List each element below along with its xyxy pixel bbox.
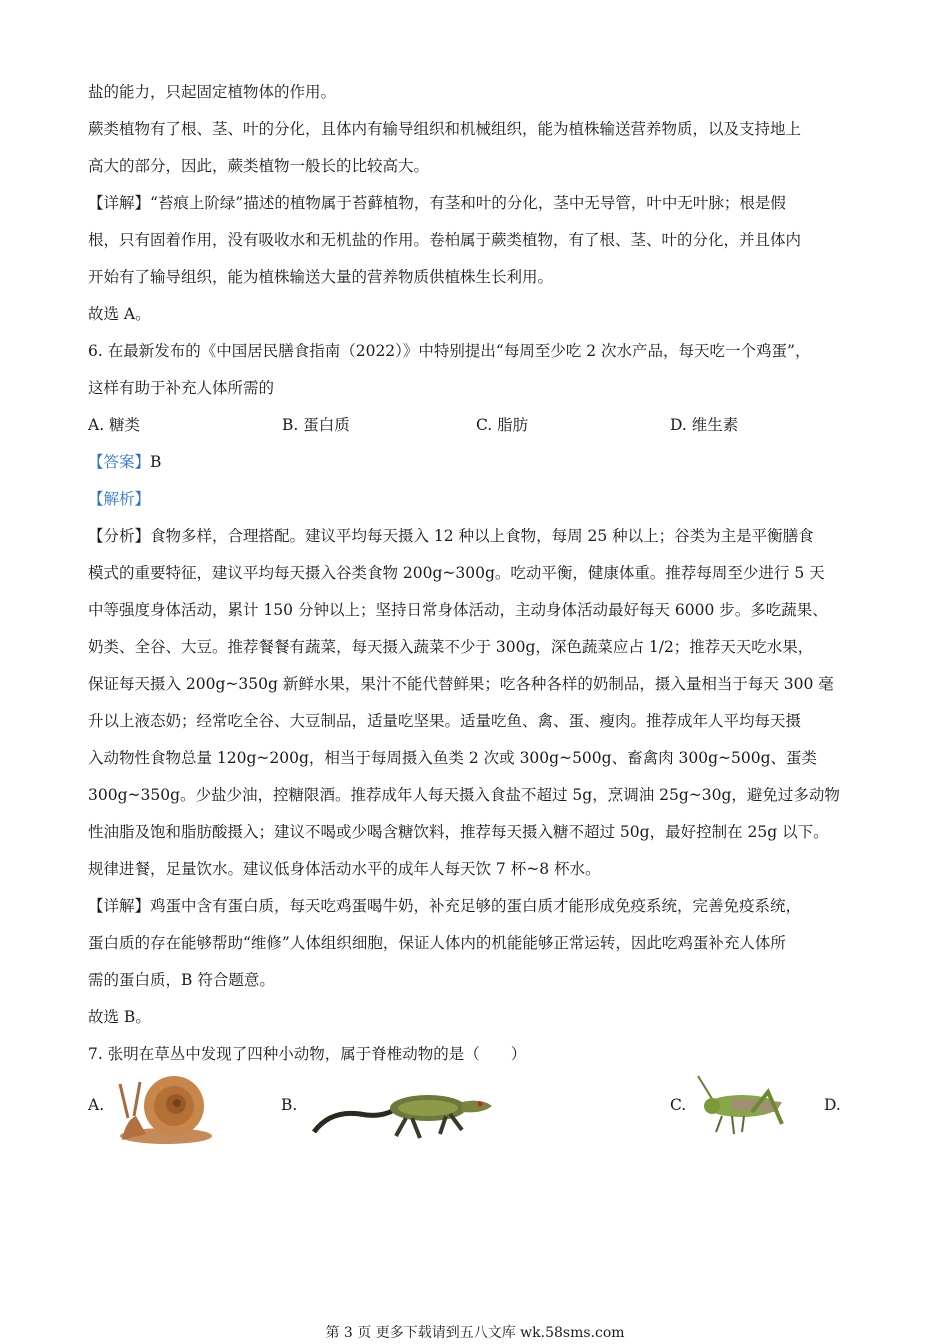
option-c: C. 脂肪 bbox=[476, 416, 529, 434]
analysis-text-line: 模式的重要特征，建议平均每天摄入谷类食物 200g~300g。吃动平衡，健康体重。推荐每周至少进行 5 天 bbox=[88, 564, 825, 582]
detail-text-line: 【详解】鸡蛋中含有蛋白质，每天吃鸡蛋喝牛奶，补充足够的蛋白质才能形成免疫系统，完善免疫系统， bbox=[88, 897, 802, 915]
option-d: D. 维生素 bbox=[670, 416, 739, 434]
analysis-tag: 【解析】 bbox=[88, 490, 151, 508]
analysis-text-line: 入动物性食物总量 120g~200g，相当于每周摄入鱼类 2 次或 300g~500g、畜禽肉 300g~500g、蛋类 bbox=[88, 749, 818, 767]
text-line: 【详解】“苔痕上阶绿”描述的植物属于苔藓植物，有茎和叶的分化，茎中无导管，叶中无叶脉；根是假 bbox=[88, 194, 786, 212]
analysis-text-line: 保证每天摄入 200g~350g 新鲜水果，果汁不能代替鲜果；吃各种各样的奶制品，摄入量相当于每天 300 毫 bbox=[88, 675, 834, 693]
analysis-text-line: 中等强度身体活动，累计 150 分钟以上；坚持日常身体活动，主动身体活动最好每天 6000 步。多吃蔬果、 bbox=[88, 601, 828, 619]
option-b: B. 蛋白质 bbox=[282, 416, 350, 434]
option-c-label: C. bbox=[670, 1096, 687, 1114]
text-line: 故选 A。 bbox=[88, 305, 151, 323]
analysis-text-line: 规律进餐，足量饮水。建议低身体活动水平的成年人每天饮 7 杯~8 杯水。 bbox=[88, 860, 601, 878]
page-footer: 第 3 页 更多下载请到五八文库 wk.58sms.com bbox=[325, 1325, 625, 1341]
analysis-text-line: 【分析】食物多样，合理搭配。建议平均每天摄入 12 种以上食物，每周 25 种以上；谷类为主是平衡膳食 bbox=[88, 527, 814, 545]
choice-line: 故选 B。 bbox=[88, 1008, 151, 1026]
text-line: 根，只有固着作用，没有吸收水和无机盐的作用。卷柏属于蕨类植物，有了根、茎、叶的分化，并且体内 bbox=[88, 231, 802, 249]
question-6-stem: 这样有助于补充人体所需的 bbox=[88, 379, 275, 397]
answer-line bbox=[88, 444, 864, 481]
question-6-stem: 6. 在最新发布的《中国居民膳食指南（2022）》中特别提出“每周至少吃 2 次水产品，每天吃一个鸡蛋”， bbox=[88, 342, 811, 360]
text-line: 高大的部分，因此，蕨类植物一般长的比较高大。 bbox=[88, 157, 430, 175]
text-line: 盐的能力，只起固定植物体的作用。 bbox=[88, 83, 337, 101]
grasshopper-image bbox=[692, 1072, 788, 1138]
answer-value: B bbox=[150, 453, 162, 471]
text-line: 蕨类植物有了根、茎、叶的分化，且体内有输导组织和机械组织，能为植株输送营养物质，以及支持地上 bbox=[88, 120, 802, 138]
document-body bbox=[88, 74, 864, 1073]
analysis-text-line: 300g~350g。少盐少油，控糖限酒。推荐成年人每天摄入食盐不超过 5g，烹调油 25g~30g，避免过多动物 bbox=[88, 786, 840, 804]
option-b-label: B. bbox=[281, 1096, 298, 1114]
option-a: A. 糖类 bbox=[88, 416, 141, 434]
detail-text-line: 蛋白质的存在能够帮助“维修”人体组织细胞，保证人体内的机能能够正常运转，因此吃鸡蛋补充人体所 bbox=[88, 934, 786, 952]
analysis-line bbox=[88, 481, 864, 518]
answer-tag: 【答案】 bbox=[88, 453, 151, 471]
option-a-label: A. bbox=[88, 1096, 105, 1114]
text-line: 开始有了输导组织，能为植株输送大量的营养物质供植株生长利用。 bbox=[88, 268, 554, 286]
question-7-options bbox=[88, 1060, 864, 1150]
analysis-text-line: 性油脂及饱和脂肪酸摄入；建议不喝或少喝含糖饮料，推荐每天摄入糖不超过 50g，最好控制在 25g 以下。 bbox=[88, 823, 829, 841]
question-7-stem: 7. 张明在草丛中发现了四种小动物，属于脊椎动物的是（ ） bbox=[88, 1045, 527, 1063]
lizard-image bbox=[310, 1080, 496, 1146]
analysis-text-line: 升以上液态奶；经常吃全谷、大豆制品，适量吃坚果。适量吃鱼、禽、蛋、瘦肉。推荐成年人平均每天摄 bbox=[88, 712, 802, 730]
question-6-options bbox=[88, 407, 864, 444]
snail-image bbox=[106, 1060, 216, 1148]
option-d-label: D. bbox=[824, 1096, 841, 1114]
analysis-text-line: 奶类、全谷、大豆。推荐餐餐有蔬菜，每天摄入蔬菜不少于 300g，深色蔬菜应占 1/2；推荐天天吃水果， bbox=[88, 638, 814, 656]
detail-text-line: 需的蛋白质，B 符合题意。 bbox=[88, 971, 275, 989]
